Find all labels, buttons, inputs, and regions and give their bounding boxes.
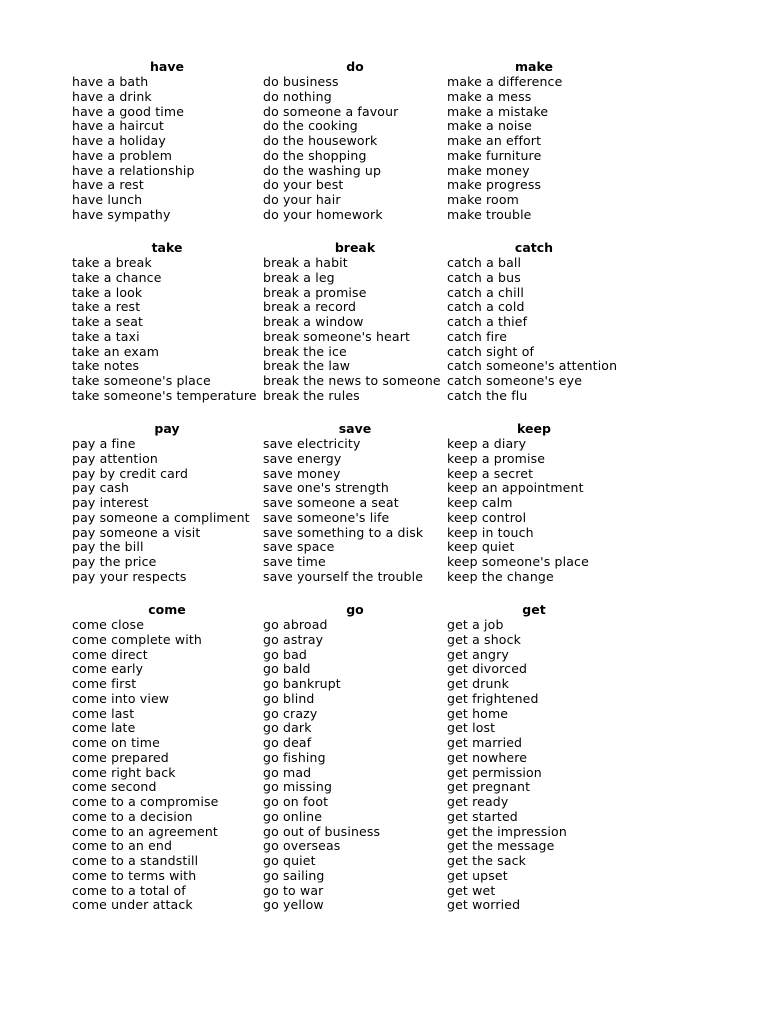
collocation-item: catch someone's attention: [447, 358, 618, 374]
collocation-item: do your hair: [263, 192, 341, 207]
collocation-item: do nothing: [263, 88, 332, 104]
collocation-item: get married: [447, 735, 523, 750]
column-heading: take: [151, 240, 183, 255]
collocation-item: catch a chill: [447, 284, 524, 300]
collocation-item: take a chance: [72, 269, 162, 285]
collocation-item: pay someone a compliment: [72, 509, 250, 525]
column-keep: [447, 421, 647, 585]
collocation-item: catch a bus: [447, 269, 521, 285]
collocation-item: get angry: [447, 646, 509, 662]
collocation-item: go sailing: [263, 867, 325, 883]
collocation-item: get divorced: [447, 661, 528, 677]
collocation-item: keep in touch: [447, 524, 534, 540]
column-catch: [447, 240, 647, 404]
collocation-item: come to terms with: [72, 867, 197, 883]
collocation-item: break a record: [263, 299, 357, 315]
collocation-item: have a bath: [72, 74, 149, 89]
collocation-item: come to an agreement: [72, 823, 218, 839]
collocation-item: come early: [72, 661, 144, 677]
collocation-item: come into view: [72, 690, 170, 706]
collocation-item: come to a compromise: [72, 794, 219, 809]
collocation-item: go bald: [263, 661, 311, 677]
collocation-item: come late: [72, 720, 136, 736]
collocation-item: take notes: [72, 358, 140, 374]
collocation-item: make furniture: [447, 147, 542, 163]
collocation-item: keep quiet: [447, 539, 515, 555]
collocation-item: get frightened: [447, 690, 539, 706]
collocation-item: save something to a disk: [263, 524, 424, 540]
collocation-item: go to war: [263, 882, 324, 898]
collocation-list: [72, 75, 260, 223]
collocation-item: come prepared: [72, 749, 169, 765]
collocation-item: make a difference: [447, 74, 563, 89]
collocation-item: come close: [72, 617, 145, 632]
column-take: [72, 240, 260, 404]
collocation-item: break the rules: [263, 387, 360, 403]
collocation-item: have a drink: [72, 88, 152, 104]
collocation-list: [263, 437, 445, 585]
collocation-item: save space: [263, 539, 335, 555]
collocation-item: make a noise: [447, 118, 532, 134]
collocation-item: get upset: [447, 867, 508, 883]
collocation-item: break a window: [263, 314, 364, 329]
collocation-item: break the law: [263, 358, 351, 374]
column-heading: go: [346, 602, 364, 617]
collocation-item: have a good time: [72, 103, 185, 119]
collocation-item: break a promise: [263, 284, 367, 300]
collocation-item: do the housework: [263, 133, 378, 148]
collocation-list: [447, 437, 647, 585]
collocation-item: go blind: [263, 690, 315, 706]
collocation-item: go online: [263, 808, 323, 824]
collocation-item: do the cooking: [263, 118, 358, 134]
collocation-item: save someone a seat: [263, 495, 399, 510]
collocation-item: pay your respects: [72, 568, 187, 584]
collocation-item: save energy: [263, 450, 342, 466]
collocation-item: do the shopping: [263, 147, 367, 163]
collocation-item: go on foot: [263, 794, 329, 809]
collocation-list: [447, 75, 647, 223]
column-pay: [72, 421, 260, 585]
collocation-item: make progress: [447, 177, 542, 193]
collocation-item: go bad: [263, 646, 307, 662]
collocation-item: take a taxi: [72, 328, 140, 344]
collocation-item: make money: [447, 162, 530, 178]
collocation-item: keep the change: [447, 568, 554, 584]
collocation-item: go yellow: [263, 897, 324, 913]
collocation-item: come direct: [72, 646, 148, 662]
collocation-item: go abroad: [263, 617, 328, 632]
collocation-item: get home: [447, 705, 509, 721]
column-heading: pay: [154, 421, 180, 436]
collocation-item: come complete with: [72, 631, 202, 647]
collocation-item: do business: [263, 74, 339, 89]
collocation-item: catch a cold: [447, 299, 525, 315]
collocation-list: [263, 75, 445, 223]
collocation-item: save time: [263, 554, 326, 569]
column-heading: get: [522, 602, 546, 617]
collocation-item: pay cash: [72, 480, 130, 496]
column-heading: do: [346, 59, 364, 74]
collocation-item: pay attention: [72, 450, 158, 466]
collocation-item: go out of business: [263, 823, 381, 839]
column-heading: catch: [514, 240, 554, 255]
collocation-item: go fishing: [263, 749, 326, 765]
collocation-item: come to an end: [72, 838, 173, 854]
collocation-item: go crazy: [263, 705, 318, 721]
collocation-item: do someone a favour: [263, 103, 399, 119]
collocation-item: break the news to someone: [263, 373, 441, 388]
collocation-item: take a seat: [72, 314, 144, 329]
collocation-item: make room: [447, 192, 519, 207]
collocation-item: go astray: [263, 631, 324, 647]
collocation-item: come to a decision: [72, 808, 193, 824]
column-heading: have: [150, 59, 184, 74]
collocation-item: come under attack: [72, 897, 193, 913]
collocation-item: keep an appointment: [447, 480, 584, 496]
collocation-item: break the ice: [263, 343, 347, 359]
collocation-item: take an exam: [72, 343, 160, 359]
collocation-item: keep a secret: [447, 465, 534, 481]
column-do: [263, 59, 445, 223]
collocation-item: come right back: [72, 764, 176, 780]
collocation-item: have a problem: [72, 147, 173, 163]
collocation-item: take a rest: [72, 299, 141, 315]
collocation-item: take someone's place: [72, 373, 211, 388]
collocation-item: go missing: [263, 779, 333, 795]
collocation-item: pay by credit card: [72, 465, 189, 481]
collocation-item: take a look: [72, 284, 143, 300]
collocation-item: catch a ball: [447, 255, 522, 270]
column-heading: come: [148, 602, 186, 617]
column-get: [447, 602, 647, 913]
collocation-item: make an effort: [447, 133, 542, 148]
collocation-item: do the washing up: [263, 162, 382, 178]
collocation-item: do your homework: [263, 206, 383, 222]
column-have: [72, 59, 260, 223]
collocation-item: make a mess: [447, 88, 532, 104]
collocation-item: get pregnant: [447, 779, 531, 795]
collocation-item: get lost: [447, 720, 496, 736]
collocation-item: have lunch: [72, 192, 143, 207]
collocation-item: get ready: [447, 794, 509, 809]
collocation-item: keep someone's place: [447, 554, 589, 569]
collocation-item: save yourself the trouble: [263, 568, 424, 584]
collocation-item: save electricity: [263, 436, 361, 451]
collocation-item: keep calm: [447, 495, 513, 510]
collocation-item: have a rest: [72, 177, 144, 193]
collocation-item: go mad: [263, 764, 312, 780]
collocation-item: catch a thief: [447, 314, 528, 329]
collocation-item: get a shock: [447, 631, 521, 647]
collocation-list: [447, 256, 647, 404]
collocation-item: get started: [447, 808, 518, 824]
collocation-item: break a habit: [263, 255, 348, 270]
collocation-item: go dark: [263, 720, 312, 736]
collocation-item: have a haircut: [72, 118, 164, 134]
collocation-item: catch sight of: [447, 343, 535, 359]
collocation-item: keep a diary: [447, 436, 527, 451]
collocation-item: pay the price: [72, 554, 157, 569]
collocation-list: [72, 618, 260, 913]
collocation-item: come second: [72, 779, 157, 795]
column-heading: break: [334, 240, 376, 255]
collocation-item: save one's strength: [263, 480, 389, 496]
collocation-item: pay a fine: [72, 436, 136, 451]
collocation-item: make trouble: [447, 206, 532, 222]
column-go: [263, 602, 445, 913]
collocation-list: [72, 256, 260, 404]
column-heading: keep: [517, 421, 551, 436]
collocation-item: break someone's heart: [263, 328, 411, 344]
collocation-item: pay the bill: [72, 539, 144, 555]
collocation-item: have a holiday: [72, 133, 166, 148]
collocation-item: pay someone a visit: [72, 524, 201, 540]
collocation-list: [72, 437, 260, 585]
collocation-item: get worried: [447, 897, 521, 913]
collocation-item: catch fire: [447, 328, 508, 344]
column-save: [263, 421, 445, 585]
collocation-item: go bankrupt: [263, 676, 341, 691]
collocation-item: come to a total of: [72, 882, 186, 898]
collocation-item: take someone's temperature: [72, 387, 257, 403]
collocation-item: do your best: [263, 177, 344, 193]
collocation-item: go overseas: [263, 838, 341, 854]
collocation-item: get wet: [447, 882, 496, 898]
collocation-item: get drunk: [447, 676, 510, 691]
column-heading: save: [338, 421, 372, 436]
collocation-list: [447, 618, 647, 913]
collocation-item: have a relationship: [72, 162, 195, 178]
collocation-item: go deaf: [263, 735, 312, 750]
collocation-item: keep a promise: [447, 450, 546, 466]
collocation-list: [263, 618, 445, 913]
collocation-item: get permission: [447, 764, 542, 780]
collocation-item: come last: [72, 705, 135, 721]
collocation-item: get the sack: [447, 853, 527, 868]
collocation-item: save someone's life: [263, 509, 390, 525]
collocation-item: come on time: [72, 735, 160, 750]
collocation-item: keep control: [447, 509, 527, 525]
column-come: [72, 602, 260, 913]
collocation-item: get nowhere: [447, 749, 528, 765]
collocation-item: pay interest: [72, 495, 149, 510]
column-make: [447, 59, 647, 223]
collocation-item: catch someone's eye: [447, 373, 583, 388]
collocation-item: make a mistake: [447, 103, 549, 119]
collocation-item: get the message: [447, 838, 555, 854]
collocation-item: save money: [263, 465, 341, 481]
collocation-item: break a leg: [263, 269, 335, 285]
collocation-item: come first: [72, 676, 137, 691]
column-break: [263, 240, 445, 404]
collocation-item: have sympathy: [72, 206, 171, 222]
collocation-item: take a break: [72, 255, 152, 270]
collocation-item: come to a standstill: [72, 853, 199, 868]
collocation-item: get the impression: [447, 823, 567, 839]
collocation-item: catch the flu: [447, 387, 528, 403]
collocation-item: go quiet: [263, 853, 316, 868]
collocation-list: [263, 256, 445, 404]
collocation-item: get a job: [447, 617, 504, 632]
column-heading: make: [515, 59, 553, 74]
